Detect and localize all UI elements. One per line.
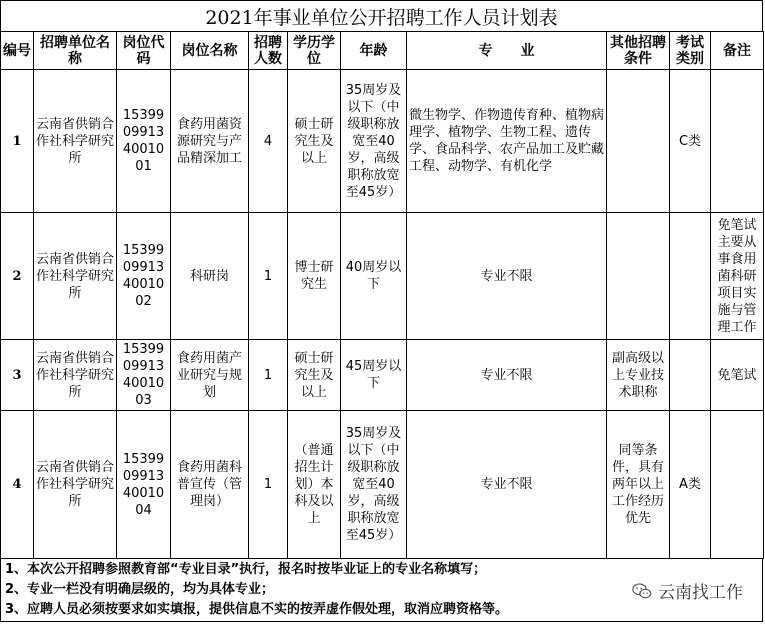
wechat-icon <box>632 582 652 600</box>
footnote: 1、本次公开招聘参照教育部“专业目录”执行，报名时按毕业证上的专业名称填写； <box>5 562 487 577</box>
footnote: 2、专业一栏没有明确层级的，均为具体专业； <box>5 582 275 597</box>
cell-major: 专业不限 <box>407 340 607 411</box>
cell-edu: 硕士研究生及以上 <box>288 70 341 213</box>
cell-exam: A类 <box>670 411 711 559</box>
cell-major: 专业不限 <box>407 411 607 559</box>
cell-age: 35周岁及以下（中级职称放宽至40岁，高级职称放宽至45岁） <box>341 70 407 213</box>
cell-major: 专业不限 <box>407 213 607 340</box>
cell-post: 科研岗 <box>171 213 249 340</box>
recruitment-table <box>0 31 764 559</box>
cell-age: 45周岁以下 <box>341 340 407 411</box>
cell-unit: 云南省供销合作社科学研究所 <box>34 411 117 559</box>
cell-no: 3 <box>1 340 34 411</box>
cell-exam: C类 <box>670 70 711 213</box>
header-unit: 招聘单位名称 <box>34 32 117 70</box>
cell-unit: 云南省供销合作社科学研究所 <box>34 213 117 340</box>
cell-age: 35周岁及以下（中级职称放宽至40岁，高级职称放宽至45岁） <box>341 411 407 559</box>
cell-exam <box>670 340 711 411</box>
cell-code: 15399099134001001 <box>117 70 171 213</box>
cell-count: 1 <box>249 411 288 559</box>
header-post: 岗位名称 <box>171 32 249 70</box>
header-other: 其他招聘条件 <box>607 32 670 70</box>
cell-no: 4 <box>1 411 34 559</box>
cell-no: 2 <box>1 213 34 340</box>
cell-post: 食药用菌科普宣传（管理岗） <box>171 411 249 559</box>
cell-post: 食药用菌资源研究与产品精深加工 <box>171 70 249 213</box>
cell-count: 4 <box>249 70 288 213</box>
cell-code: 15399099134001002 <box>117 213 171 340</box>
watermark <box>630 578 745 603</box>
header-edu: 学历学位 <box>288 32 341 70</box>
cell-edu: （普通招生计划）本科及以上 <box>288 411 341 559</box>
cell-count: 1 <box>249 340 288 411</box>
page-title: 2021年事业单位公开招聘工作人员计划表 <box>0 0 763 32</box>
cell-remark: 免笔试主要从事食用菌科研项目实施与管理工作 <box>711 213 764 340</box>
cell-exam <box>670 213 711 340</box>
cell-code: 15399099134001004 <box>117 411 171 559</box>
cell-major: 微生物学、作物遗传育种、植物病理学、植物学、生物工程、遗传学、食品科学、农产品加工及贮藏工程、动物学、有机化学 <box>407 70 607 213</box>
header-major: 专 业 <box>407 32 607 70</box>
header-count: 招聘人数 <box>249 32 288 70</box>
cell-unit: 云南省供销合作社科学研究所 <box>34 70 117 213</box>
header-age: 年龄 <box>341 32 407 70</box>
cell-unit: 云南省供销合作社科学研究所 <box>34 340 117 411</box>
cell-age: 40周岁以下 <box>341 213 407 340</box>
cell-no: 1 <box>1 70 34 213</box>
table-row <box>1 213 764 340</box>
cell-other <box>607 70 670 213</box>
cell-post: 食药用菌产业研究与规划 <box>171 340 249 411</box>
header-row <box>1 32 764 70</box>
table-row <box>1 70 764 213</box>
cell-remark: 免笔试 <box>711 340 764 411</box>
cell-remark <box>711 411 764 559</box>
header-no: 编号 <box>1 32 34 70</box>
watermark-text: 云南找工作 <box>658 583 743 603</box>
header-remark: 备注 <box>711 32 764 70</box>
cell-other: 副高级以上专业技术职称 <box>607 340 670 411</box>
cell-count: 1 <box>249 213 288 340</box>
cell-other <box>607 213 670 340</box>
footnote: 3、应聘人员必须按要求如实填报，提供信息不实的按弄虚作假处理，取消应聘资格等。 <box>5 602 509 617</box>
cell-edu: 博士研究生 <box>288 213 341 340</box>
header-exam: 考试类别 <box>670 32 711 70</box>
table-row <box>1 340 764 411</box>
header-code: 岗位代码 <box>117 32 171 70</box>
cell-other: 同等条件，具有两年以上工作经历优先 <box>607 411 670 559</box>
cell-code: 15399099134001003 <box>117 340 171 411</box>
cell-remark <box>711 70 764 213</box>
cell-edu: 硕士研究生及以上 <box>288 340 341 411</box>
table-row <box>1 411 764 559</box>
